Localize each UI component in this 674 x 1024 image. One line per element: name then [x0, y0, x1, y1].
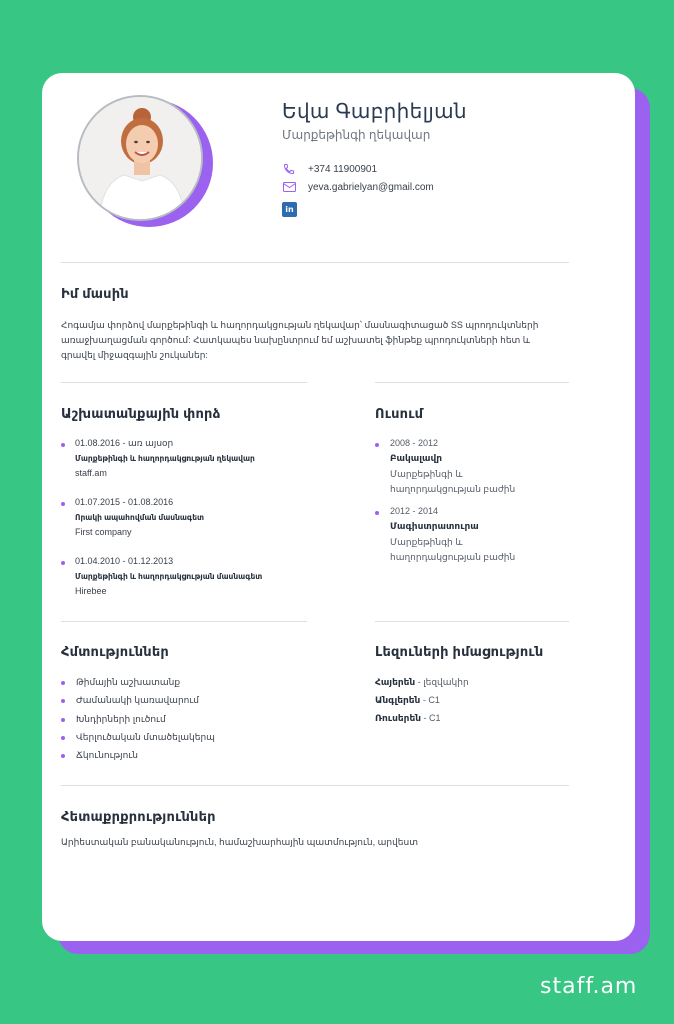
skill-label: Վերլուծական մտածելակերպ [76, 732, 215, 742]
language-level: - C1 [420, 695, 440, 705]
skill-label: Ժամանակի կառավարում [76, 695, 199, 705]
experience-dates: 01.07.2015 - 01.08.2016 [75, 497, 174, 507]
languages-heading: Լեզուների իմացություն [375, 644, 544, 659]
language-item [375, 677, 469, 688]
education-degree: Բակալավր [390, 453, 443, 463]
avatar-illustration [79, 97, 203, 221]
phone-contact[interactable] [282, 162, 377, 176]
experience-dates: 01.08.2016 - առ այսօր [75, 438, 174, 448]
experience-dates: 01.04.2010 - 01.12.2013 [75, 556, 174, 566]
resume-card [42, 73, 635, 941]
experience-company: Hirebee [75, 586, 107, 596]
language-name: Հայերեն [375, 677, 416, 687]
education-field: Մարքեթինգի և հաղորդակցության բաժին [390, 537, 516, 562]
education-degree: Մագիստրատուրա [390, 521, 479, 531]
mail-icon [282, 180, 296, 194]
bullet [61, 699, 65, 703]
bullet [375, 511, 379, 515]
experience-role: Մարքեթինգի և հաղորդակցության ղեկավար [75, 454, 255, 463]
about-text: Հոգամյա փորձով մարքեթինգի և հաղորդակցության ղեկավար՝ մասնագիտացած SS պրոդուկտների առաջխաղացման գործում: Հատկապես նախընտրում եմ աշխատել ֆինթեք պրոդուկտների հետ և գրավել միջազգային շուկաներ: [61, 320, 539, 360]
bullet [61, 681, 65, 685]
experience-company: First company [75, 527, 132, 537]
language-item [375, 695, 440, 706]
divider [61, 785, 569, 786]
language-name: Անգլերեն [375, 695, 421, 705]
education-years: 2008 - 2012 [390, 438, 439, 448]
education-years: 2012 - 2014 [390, 506, 439, 516]
education-heading: Ուսում [375, 406, 424, 421]
hobbies-text: Արիեստական բանականություն, համաշխարհային պատմություն, արվեստ [61, 837, 418, 847]
language-item [375, 713, 441, 724]
bullet [61, 736, 65, 740]
profile-photo [77, 95, 209, 227]
divider [61, 382, 307, 383]
phone-number: +374 11900901 [308, 163, 378, 175]
divider [61, 262, 569, 263]
education-field: Մարքեթինգի և հաղորդակցության բաժին [390, 469, 516, 494]
divider [61, 621, 307, 622]
bullet [375, 443, 379, 447]
skills-heading: Հմտություններ [61, 644, 169, 659]
hobbies-heading: Հետաքրքրություններ [61, 809, 216, 824]
skill-label: Թիմային աշխատանք [76, 677, 181, 687]
experience-company: staff.am [75, 468, 107, 478]
skill-label: Խնդիրների լուծում [76, 714, 166, 724]
skill-label: Ճկունություն [76, 750, 138, 760]
bullet [61, 502, 65, 506]
bullet [61, 443, 65, 447]
divider [375, 382, 569, 383]
divider [375, 621, 569, 622]
experience-role: Մարքեթինգի և հաղորդակցության մասնագետ [75, 572, 263, 581]
bullet [61, 718, 65, 722]
bullet [61, 561, 65, 565]
language-name: Ռուսերեն [375, 713, 422, 723]
staff-am-logo: staff.am [540, 974, 638, 999]
email-address: yeva.gabrielyan@gmail.com [308, 181, 434, 193]
bullet [61, 754, 65, 758]
experience-heading: Աշխատանքային փորձ [61, 406, 221, 421]
experience-role: Որակի ապահովման մասնագետ [75, 513, 205, 522]
linkedin-icon[interactable]: in [282, 202, 297, 217]
language-level: - C1 [421, 713, 441, 723]
email-contact[interactable] [282, 180, 434, 194]
candidate-position: Մարքեթինգի ղեկավար [282, 128, 431, 142]
avatar [77, 95, 203, 221]
language-level: - լեզվակիր [415, 677, 469, 687]
phone-icon [282, 162, 296, 176]
candidate-name: Եվա Գաբրիելյան [282, 101, 467, 123]
about-heading: Իմ մասին [61, 286, 129, 301]
